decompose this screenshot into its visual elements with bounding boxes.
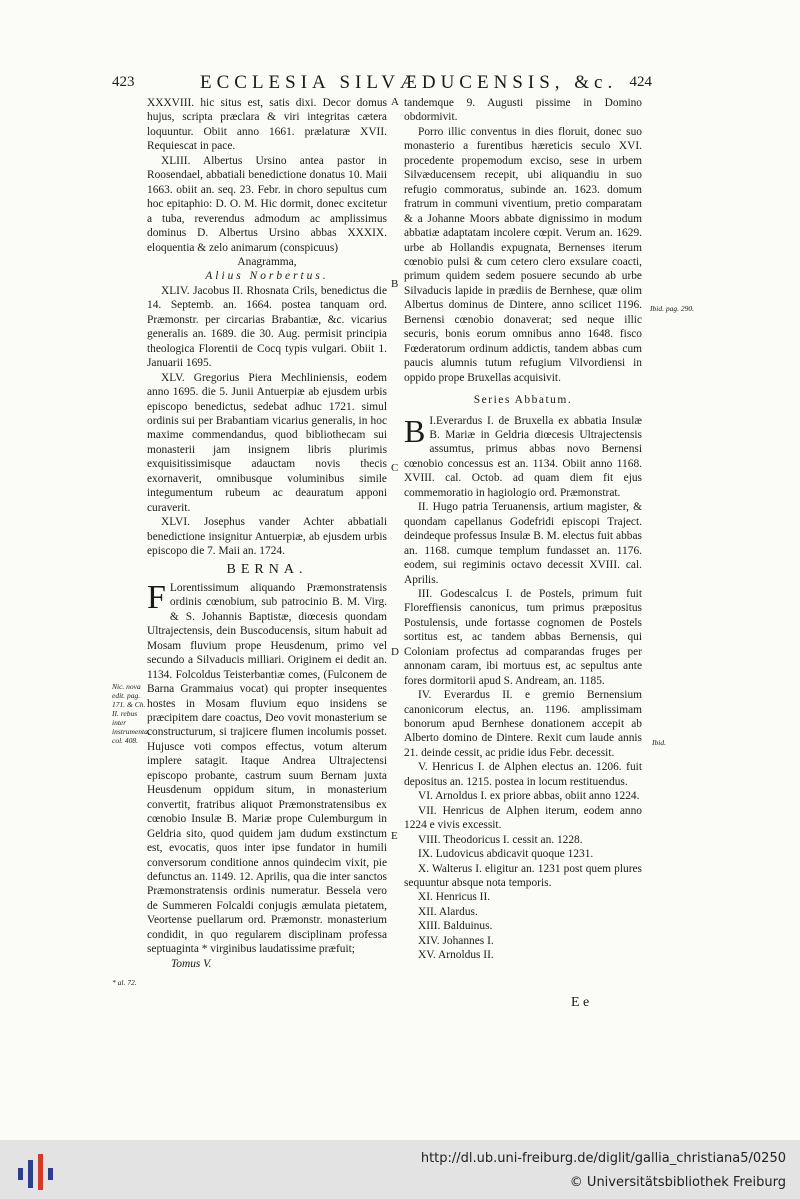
berna-paragraph	[147, 578, 387, 957]
abbot-list-item: XIII. Balduinus.	[418, 920, 493, 933]
abbot-list-item: XI. Henricus II.	[418, 891, 491, 904]
drop-cap: F	[147, 578, 166, 616]
source-url-link[interactable]: http://dl.ub.uni-freiburg.de/diglit/gallia_christiana5/0250	[420, 1151, 786, 1166]
drop-cap-b: B	[404, 412, 426, 449]
margin-note-left: Nic. nova edit. pag. 171. & Ch. II. rebus inter instrumenta, col. 408.	[112, 682, 150, 745]
abbot-entry: III. Godescalcus I. de Postels, primum fuit Floreffiensis canonicus, tum primus præpositus Postulensis, unde fortasse cognomen de Postels sortitus est, ac tandem abbas Bernensis, qui Coloniam profectus ad comparandas fruges per annonam caram, ibi mortuus est, ac sepultus ante fores dormitorii apud S. Andream, an. 1185.	[404, 587, 642, 687]
abbot-entries	[404, 500, 642, 890]
abbot-entry: VI. Arnoldus I. ex priore abbas, obiit anno 1224.	[418, 790, 640, 803]
abbot-entry: X. Walterus I. eligitur an. 1231 post quem plures sequuntur absque nota temporis.	[404, 862, 642, 890]
berna-text: Lorentissimum aliquando Præmonstratensis ordinis cœnobium, sub patrocinio B. M. Virg. & S. Johannis Baptistæ, diœcesis quondam Ultrajectensis, dein Buscoducensis, situm habuit ad Mosam fluvium prope Heusdenum, primo vel secundo a Silvaducis milliari. Originem ei dedit an. 1134. Folcoldus Teisterbantiæ comes, (Fulconem de Barna Grammaius vocat) qui propter insequentes hostes in Mosam fluvium equo insidens se præcipitem dare coactus, Deo vovit monasterium se constructurum, si trajicere flumen incolumis posset. Hujusce voti compos effectus, votum alterum implere satagit. Itaque Andrea Ultrajectensi episcopo probante, castrum suum Bernam juxta Heusdenum oppidum situm, in monasterium convertit, fratribus aliquot Præmonstratensibus ex cœnobio Insulæ B. Mariæ prope Culemburgum in Geldria sito, quod quidem jam dudum exstinctum est, evocatis, quos inter ipse fundator in humili conversorum conditione annos quindecim vixit, pie defunctus an. 1149. 12. Aprilis, qua die inter sanctos Præmonstratensis ordinis numeratur. Bessela vero de Summeren Folcaldi conjugis æmulata pietatem, Veortense puellarum ord. Præmonstr. monasterium condidit, in quo regularem disciplinam professa septuaginta * virginibus laudatissime præfuit;	[147, 581, 387, 956]
left-paragraphs	[147, 96, 387, 559]
abbot-entry: IX. Ludovicus abdicavit quoque 1231.	[418, 848, 594, 861]
right-paragraphs	[404, 96, 642, 385]
copyright-notice: © Universitätsbibliothek Freiburg	[569, 1175, 786, 1190]
abbot-entry: VIII. Theodoricus I. cessit an. 1228.	[418, 833, 583, 846]
left-paragraph: XLVI. Josephus vander Achter abbatiali benedictione insignitur Antuerpiæ, ab ejusdem urbis episcopo die 7. Maii an. 1724.	[147, 516, 387, 558]
abbot-list-item: XII. Alardus.	[418, 905, 478, 918]
page-number-left: 423	[112, 74, 135, 90]
right-column	[404, 96, 642, 963]
abbot-entry-first	[404, 414, 642, 501]
right-paragraph: Porro illic conventus in dies floruit, donec suo monasterio a furentibus hæreticis seculo XVI. procedente propemodum exciso, sese in urbem Silvæducensem recepit, ubi aliquandiu in suo refugio commoratus, subinde an. 1623. domum fratrum in communi viventium, pretio comparatam & a Johanne Moors abbate dignissimo in modum abbatiæ adaptatam incolere cœpit. Verum an. 1629. urbe ab Hollandis expugnata, Bernenses iterum cœnobio pulsi & cum cetero clero exsulare coacti, primum quidem sedem posuere secundo ab urbe Silvaducis lapide in prædiis de Bernhese, quæ olim Albertus dominus de Dintere, anno scilicet 1196. Bernensi cœnobio donaverat; sed neque illic securis, bonis eorum omnibus anno 1648. fisco Fœderatorum ordinum addictis, tandem abbas cum paucis alumnis tutum refugium Vilvordiensi in oppido prope Bruxellas acquisivit.	[404, 125, 642, 384]
left-paragraph: XLIV. Jacobus II. Rhosnata Crils, benedictus die 14. Septemb. an. 1664. postea tanquam ord. Præmonstr. per circarias Brabantiæ, &c. vicarius generalis an. 1689. die 30. Aug. permisit principia theologica Florentii de Cocq typis vulgari. Obiit 1. Januarii 1695.	[147, 284, 387, 370]
abbot-list-item: XIV. Johannes I.	[418, 934, 494, 947]
left-column	[147, 96, 387, 971]
viewer-footer	[0, 1140, 800, 1199]
series-abbatum-heading: Series Abbatum.	[473, 394, 573, 407]
signature-mark: Tomus V.	[171, 957, 212, 970]
margin-note-ibid: Ibid.	[652, 738, 666, 747]
left-paragraph: XLV. Gregorius Piera Mechliniensis, eodem anno 1695. die 5. Junii Antuerpiæ ab ejusdem urbis episcopo benedictus, sedebat adhuc 1721. simul ordinis sui per Brabantiam vicarius generalis, in hoc maxime commendandus, quod bibliothecam sui monasterii jam insignem libris plurimis exquisitissimisque adauctam novis thecis exornaverit, omnibusque voluminibus simile integumentum rubeum ac deauratum apponi curaverit.	[147, 371, 387, 514]
right-paragraph: tandemque 9. Augusti pissime in Domino obdormivit.	[404, 97, 642, 124]
abbot-entry: II. Hugo patria Teruanensis, artium magister, & quondam capellanus Godefridi episcopi Traject. deindeque professus Insulæ B. M. electus fuit abbas an. 1168. cumque templum fundasset an. 1176. eodem, sui regiminis octavo decessit XVIII. cal. Aprilis.	[404, 501, 642, 586]
ub-freiburg-logo	[14, 1152, 54, 1192]
abbot-entry: IV. Everardus II. e gremio Bernensium canonicorum electus, an. 1196. amplissimam bonorum apud Bernhese donationem accepit ab Alberto domino de Dintere. Rexit cum laude annis 21. deinde cessit, ac pridie idus Febr. decessit.	[404, 689, 642, 759]
abbot-number: I.	[429, 414, 436, 427]
margin-letter-c: C	[391, 462, 399, 474]
running-header	[112, 72, 652, 96]
left-paragraph: Alius Norbertus.	[205, 270, 329, 283]
section-heading-berna: BERNA.	[226, 561, 308, 577]
margin-letter-d: D	[391, 646, 399, 658]
footnote-mark: * al. 72.	[112, 978, 137, 987]
catchword: E e	[571, 995, 590, 1010]
margin-letter-e: E	[391, 830, 398, 842]
running-title: ECCLESIA SILVÆDUCENSIS, &c.	[200, 72, 618, 93]
abbot-entry: V. Henricus I. de Alphen electus an. 1206. fuit depositus an. 1215. postea in locum restituendus.	[404, 761, 642, 788]
margin-letter-a: A	[391, 96, 399, 108]
page-number-right: 424	[629, 74, 652, 90]
abbot-entry: VII. Henricus de Alphen iterum, eodem anno 1224 e vivis excessit.	[404, 804, 642, 832]
abbot-text: Everardus I. de Bruxella ex abbatia Insulæ B. Mariæ in Geldria diœcesis Ultrajectensis assumtus, primus abbas novo Bernensi cœnobio concessus est an. 1134. Obiit anno 1168. XVIII. cal. Octob. ad quam diem fit ejus commemoratio in hagiologio ord. Præmonstrat.	[404, 414, 642, 499]
left-paragraph: XLIII. Albertus Ursino antea pastor in Roosendael, abbatiali benedictione donatus 10. Maii 1663. obiit an. seq. 23. Febr. in choro sepultus cum hoc epitaphio: D. O. M. Hic dormit, donec excitetur a tuba, reverendus admodum ac amplissimus dominus D. Albertus Ursino abbas XXXIX. eloquentia & zelo animarum (conspicuus)	[147, 154, 387, 254]
left-paragraph: Anagramma,	[237, 255, 297, 268]
left-paragraph: XXXVIII. hic situs est, satis dixi. Decor domus hujus, scripta præclara & viri integritas cætera loquuntur. Obiit anno 1661. prælaturæ XVII. Requiescat in pace.	[147, 97, 387, 153]
abbot-list-item: XV. Arnoldus II.	[418, 949, 494, 962]
margin-letter-b: B	[391, 278, 399, 290]
abbot-list	[404, 890, 642, 962]
margin-note-ibid-290: Ibid. pag. 290.	[650, 304, 694, 313]
